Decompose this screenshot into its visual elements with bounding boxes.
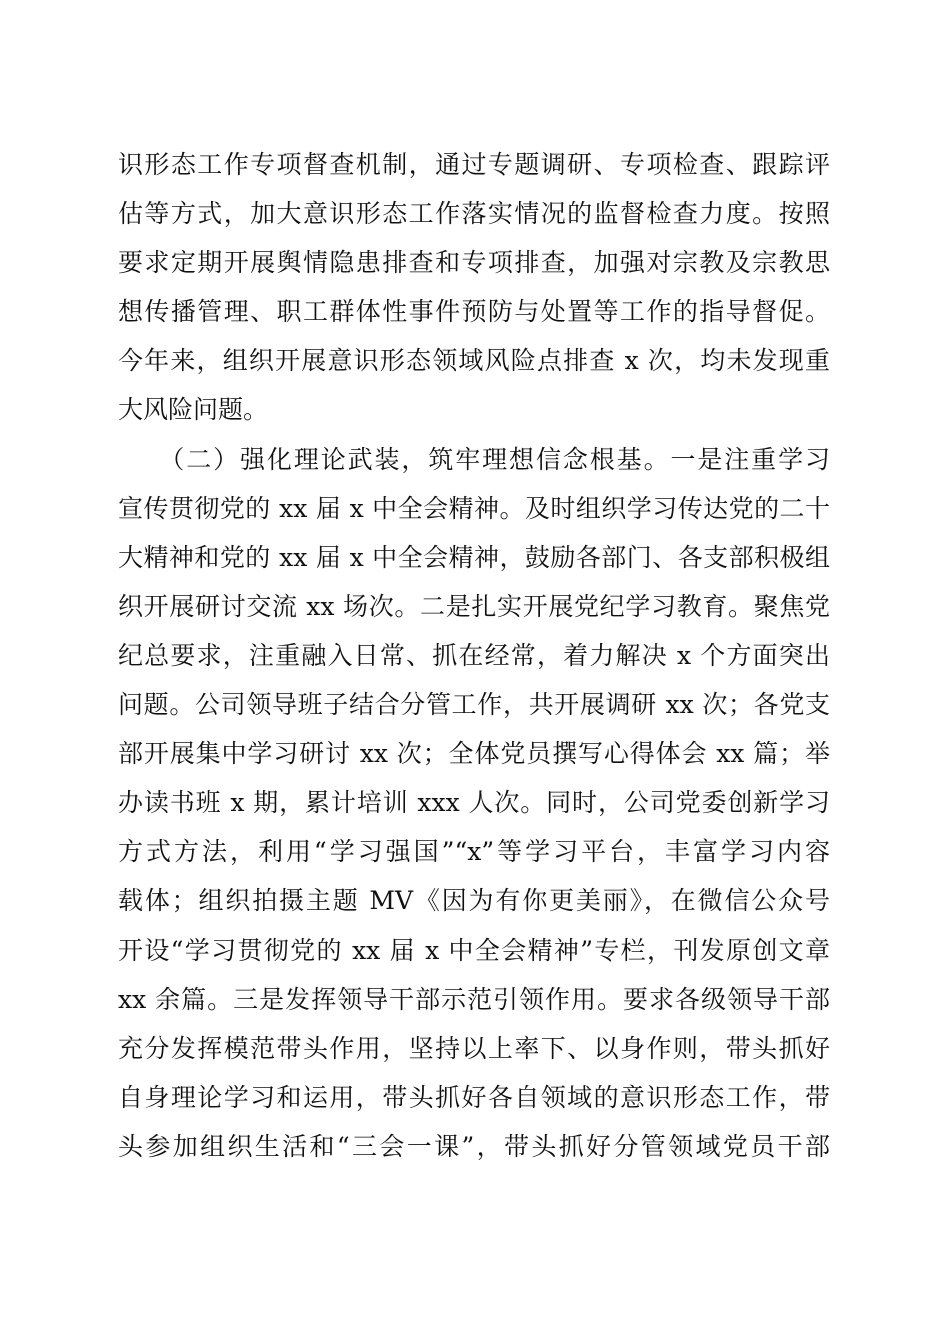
text-line: xx 余篇。三是发挥领导干部示范引领作用。要求各级领导干部 — [118, 984, 830, 1014]
text-line: 纪总要求，注重融入日常、抓在经常，着力解决 x 个方面突出 — [118, 640, 830, 670]
text-line: 想传播管理、职工群体性事件预防与处置等工作的指导督促。 — [118, 297, 830, 327]
text-line: 识形态工作专项督查机制，通过专题调研、专项检查、跟踪评 — [118, 150, 830, 179]
text-line: 开设“学习贯彻党的 xx 届 x 中全会精神”专栏，刊发原创文章 — [118, 935, 830, 965]
text-line: 方式方法，利用“学习强国”“x”等学习平台，丰富学习内容 — [118, 837, 830, 867]
text-line: 宣传贯彻党的 xx 届 x 中全会精神。及时组织学习传达党的二十 — [118, 493, 830, 523]
text-line: 充分发挥模范带头作用，坚持以上率下、以身作则，带头抓好 — [118, 1033, 830, 1063]
text-line-paragraph-end: 大风险问题。 — [118, 395, 269, 425]
text-line: 大精神和党的 xx 届 x 中全会精神，鼓励各部门、各支部积极组 — [118, 542, 830, 572]
text-line: 问题。公司领导班子结合分管工作，共开展调研 xx 次；各党支 — [118, 690, 830, 720]
text-line: 头参加组织生活和“三会一课”，带头抓好分管领域党员干部 — [118, 1131, 830, 1161]
text-line: 部开展集中学习研讨 xx 次；全体党员撰写心得体会 xx 篇；举 — [118, 739, 830, 769]
text-line: 估等方式，加大意识形态工作落实情况的监督检查力度。按照 — [118, 199, 830, 229]
text-line-section-heading: （二）强化理论武装，筑牢理想信念根基。一是注重学习 — [118, 444, 830, 474]
text-line: 自身理论学习和运用，带头抓好各自领域的意识形态工作，带 — [118, 1082, 830, 1112]
text-line: 载体；组织拍摄主题 MV《因为有你更美丽》，在微信公众号 — [118, 886, 830, 916]
text-line: 今年来，组织开展意识形态领域风险点排查 x 次，均未发现重 — [118, 346, 830, 376]
text-line: 办读书班 x 期，累计培训 xxx 人次。同时，公司党委创新学习 — [118, 788, 830, 818]
text-line: 要求定期开展舆情隐患排查和专项排查，加强对宗教及宗教思 — [118, 248, 830, 278]
body-text — [118, 140, 830, 1171]
text-line: 织开展研讨交流 xx 场次。二是扎实开展党纪学习教育。聚焦党 — [118, 591, 830, 621]
